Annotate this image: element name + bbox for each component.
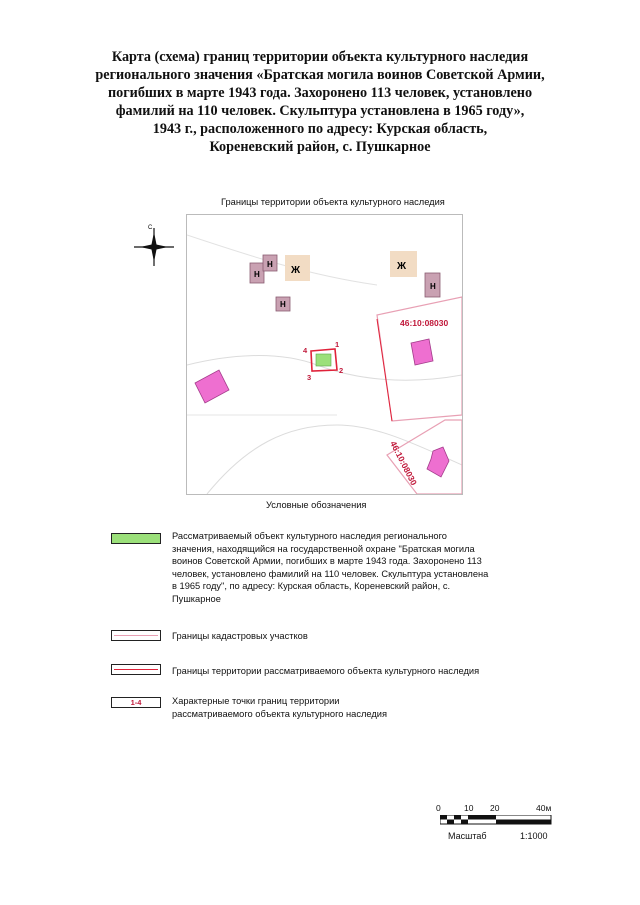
title-line: Карта (схема) границ территории объекта культурного наследия <box>111 49 529 65</box>
page-title <box>60 48 580 156</box>
structure <box>427 447 449 477</box>
scale-label: Масштаб <box>448 831 487 841</box>
structure <box>411 339 433 365</box>
scale-tick: 20 <box>490 803 500 813</box>
cadastral-number: 46:10:08030 <box>400 318 449 328</box>
legend-swatch-cadastral <box>111 630 161 641</box>
legend-line: человек, установлено фамилий на 110 человек. Скульптура установлена <box>172 568 489 579</box>
scale-ruler <box>440 815 552 825</box>
title-line: Кореневский район, с. Пушкарное <box>209 139 431 155</box>
structure <box>195 370 229 403</box>
scale-ratio: 1:1000 <box>520 831 548 841</box>
scale-tick: 0 <box>436 803 441 813</box>
legend-title: Условные обозначения <box>266 500 367 510</box>
cadastral-number: 46:10:08030 <box>388 439 420 487</box>
building-label: Н <box>267 260 273 269</box>
legend-line: воинов Советской Армии, погибших в марте 1943 года. Захоронено 113 <box>172 556 482 566</box>
building-label: Ж <box>291 265 301 276</box>
title-line: фамилий на 110 человек. Скульптура установлена в 1965 году», <box>115 103 525 119</box>
scale-tick: 10 <box>464 803 474 813</box>
building-label: Ж <box>397 261 407 272</box>
legend-line: Рассматриваемый объект культурного наследия регионального <box>172 531 447 541</box>
legend-item-boundary <box>172 665 532 678</box>
legend-swatch-points: 1-4 <box>111 697 161 708</box>
point-label: 1 <box>335 340 340 349</box>
building-label: Н <box>254 270 260 279</box>
map-canvas <box>187 215 462 494</box>
legend-line: Границы территории рассматриваемого объекта культурного наследия <box>172 666 480 676</box>
legend-item-points <box>172 695 532 720</box>
heritage-object <box>316 354 331 366</box>
legend-item-cadastral <box>172 630 532 643</box>
legend-swatch-boundary <box>111 664 161 675</box>
legend-swatch-object <box>111 533 161 544</box>
scale-tick: 40м <box>536 803 552 813</box>
site-map <box>186 214 463 495</box>
title-line: 1943 г., расположенного по адресу: Курская область, <box>152 121 488 137</box>
legend-line: рассматриваемого объекта культурного наследия <box>172 708 388 719</box>
legend-line: Характерные точки границ территории <box>172 696 340 706</box>
building-label: Н <box>430 282 436 291</box>
legend-item-object <box>172 530 532 605</box>
title-line: регионального значения «Братская могила воинов Советской Армии, <box>95 67 545 83</box>
point-label: 2 <box>339 366 344 375</box>
point-label: 3 <box>307 373 312 382</box>
point-label: 4 <box>303 346 308 355</box>
compass-label: С <box>148 225 153 231</box>
title-line: погибших в марте 1943 года. Захоронено 113 человек, установлено <box>107 85 533 101</box>
legend-line: Пушкарное <box>172 593 221 604</box>
map-caption: Границы территории объекта культурного наследия <box>221 197 445 207</box>
north-arrow-icon <box>132 222 176 268</box>
building-label: Н <box>280 300 286 309</box>
legend-line: значения, находящийся на государственной охране "Братская могила <box>172 543 475 554</box>
legend-line: Границы кадастровых участков <box>172 631 308 641</box>
legend-line: в 1965 году", по адресу: Курская область, Кореневский район, с. <box>172 581 451 591</box>
